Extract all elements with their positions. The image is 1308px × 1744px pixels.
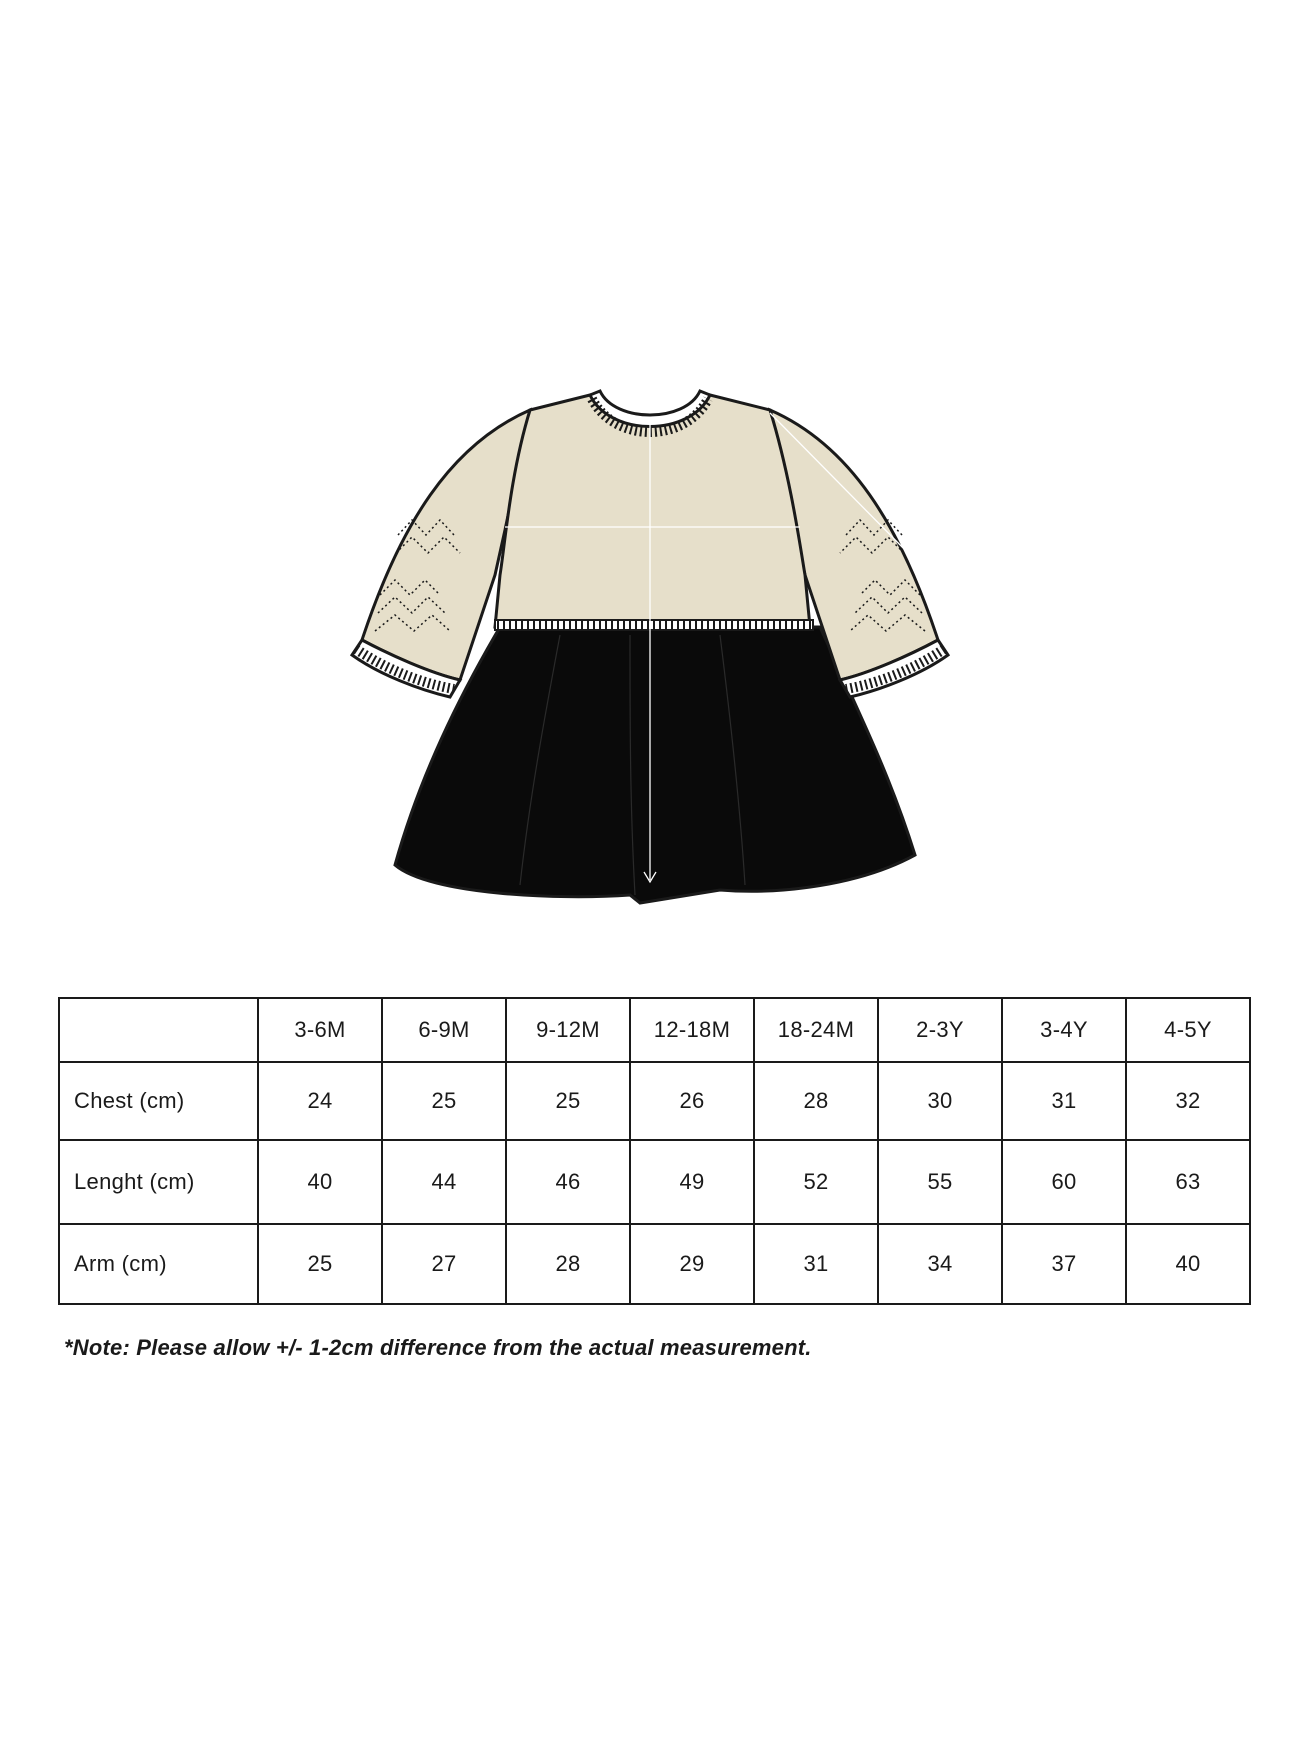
measurement-cell: 60 — [1002, 1140, 1126, 1224]
measurement-cell: 40 — [1126, 1224, 1250, 1304]
dress-illustration — [300, 355, 1000, 935]
measurement-cell: 55 — [878, 1140, 1002, 1224]
measurement-note: *Note: Please allow +/- 1-2cm difference from the actual measurement. — [64, 1335, 812, 1360]
measurement-cell: 28 — [506, 1224, 630, 1304]
measurement-cell: 52 — [754, 1140, 878, 1224]
row-label: Lenght (cm) — [59, 1140, 258, 1224]
size-chart-table — [58, 997, 1251, 1305]
measurement-cell: 25 — [258, 1224, 382, 1304]
row-label: Arm (cm) — [59, 1224, 258, 1304]
arm-row — [59, 1224, 1250, 1304]
measurement-cell: 32 — [1126, 1062, 1250, 1140]
size-column-header: 6-9M — [382, 998, 506, 1062]
measurement-cell: 37 — [1002, 1224, 1126, 1304]
size-column-header: 3-4Y — [1002, 998, 1126, 1062]
header-empty-cell — [59, 998, 258, 1062]
measurement-cell: 26 — [630, 1062, 754, 1140]
measurement-cell: 28 — [754, 1062, 878, 1140]
measurement-cell: 49 — [630, 1140, 754, 1224]
measurement-cell: 44 — [382, 1140, 506, 1224]
measurement-cell: 31 — [754, 1224, 878, 1304]
size-column-header: 12-18M — [630, 998, 754, 1062]
measurement-cell: 25 — [506, 1062, 630, 1140]
measurement-cell: 46 — [506, 1140, 630, 1224]
size-column-header: 18-24M — [754, 998, 878, 1062]
chest-row — [59, 1062, 1250, 1140]
size-column-header: 9-12M — [506, 998, 630, 1062]
length-row — [59, 1140, 1250, 1224]
row-label: Chest (cm) — [59, 1062, 258, 1140]
measurement-cell: 24 — [258, 1062, 382, 1140]
measurement-cell: 29 — [630, 1224, 754, 1304]
measurement-cell: 34 — [878, 1224, 1002, 1304]
dress-bodice — [495, 395, 810, 627]
size-column-header: 2-3Y — [878, 998, 1002, 1062]
measurement-cell: 30 — [878, 1062, 1002, 1140]
measurement-cell: 63 — [1126, 1140, 1250, 1224]
measurement-cell: 27 — [382, 1224, 506, 1304]
size-header-row — [59, 998, 1250, 1062]
size-column-header: 3-6M — [258, 998, 382, 1062]
size-column-header: 4-5Y — [1126, 998, 1250, 1062]
measurement-cell: 31 — [1002, 1062, 1126, 1140]
measurement-cell: 40 — [258, 1140, 382, 1224]
measurement-cell: 25 — [382, 1062, 506, 1140]
